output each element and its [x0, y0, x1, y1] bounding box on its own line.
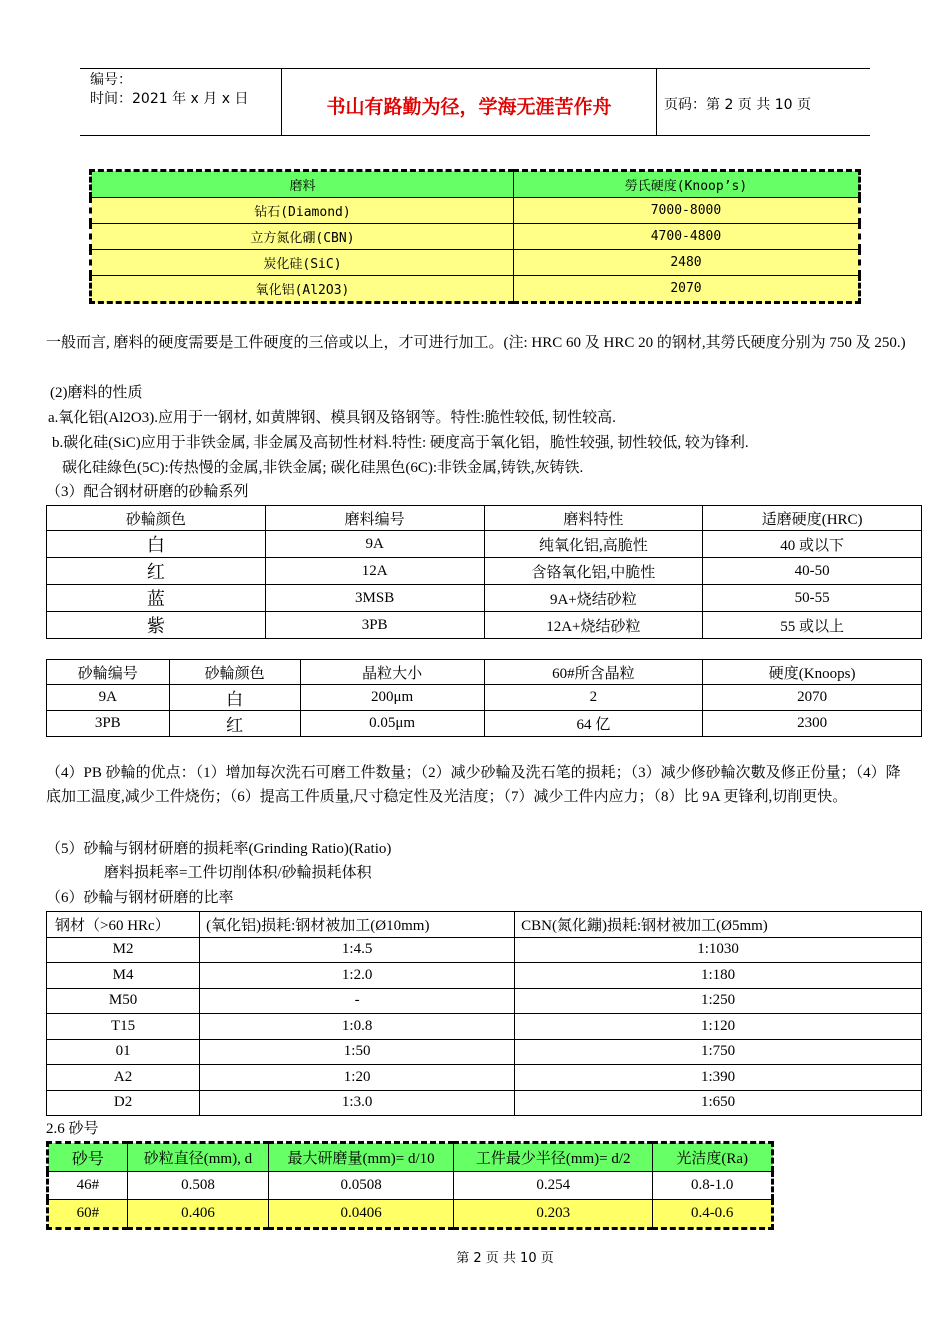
table-row	[47, 685, 922, 711]
section-heading: （6）砂輪与钢材研磨的比率	[46, 890, 234, 906]
table-header-cell: CBN(氮化鏰)损耗:钢材被加工(Ø5mm)	[515, 912, 922, 938]
table-cell: 40-50	[703, 558, 922, 585]
table-cell: 9A	[47, 685, 170, 711]
table-header-cell: 磨料编号	[265, 506, 484, 531]
table-header-row	[91, 171, 860, 198]
table-cell: 4700-4800	[513, 224, 859, 250]
table-row	[47, 612, 922, 639]
table-cell: 1:180	[515, 963, 922, 989]
table-cell: 1:120	[515, 1014, 922, 1040]
page-footer: 第 2 页 共 10 页	[456, 1251, 554, 1266]
table-cell: 0.0508	[269, 1172, 454, 1200]
table-row	[91, 276, 860, 303]
table-cell: 0.8-1.0	[653, 1172, 773, 1200]
table-cell: 1:650	[515, 1090, 922, 1116]
table-cell: 含铬氧化铝,中脆性	[484, 558, 703, 585]
table-cell: 2480	[513, 250, 859, 276]
table-cell: 1:1030	[515, 937, 922, 963]
table-cell: 0.508	[127, 1172, 268, 1200]
table-cell: 12A	[265, 558, 484, 585]
table-header-cell: 砂号	[48, 1143, 128, 1172]
formula-text: 磨料损耗率=工件切削体积/砂輪损耗体积	[104, 865, 372, 881]
table-cell: D2	[47, 1090, 200, 1116]
table-header-cell: 钢材（>60 HRc）	[47, 912, 200, 938]
table-cell: 01	[47, 1039, 200, 1065]
document-number: 编号：	[90, 72, 132, 88]
section-heading: (2)磨料的性质	[50, 385, 143, 401]
table-row	[48, 1200, 773, 1229]
table-cell: 7000-8000	[513, 198, 859, 224]
table-cell: -	[200, 988, 515, 1014]
grit-table	[46, 1141, 774, 1230]
table-cell: 白	[47, 531, 266, 558]
header-page-number: 页码：第 2 页 共 10 页	[664, 97, 811, 113]
table-cell: 55 或以上	[703, 612, 922, 639]
table-header-cell: 60#所含晶粒	[484, 660, 703, 685]
paragraph-hardness-note: 一般而言, 磨料的硬度需要是工件硬度的三倍或以上，才可进行加工。(注: HRC 60 及 HRC 20 的钢材,其勞氏硬度分别为 750 及 250.)	[46, 335, 906, 351]
table-cell: 1:0.8	[200, 1014, 515, 1040]
table-header-cell: 晶粒大小	[300, 660, 484, 685]
paragraph-pb-advantages: （4）PB 砂輪的优点：（1）增加每次洗石可磨工件数量；（2）减少砂輪及洗石笔的损耗；（3）减少修砂輪次數及修正份量；（4）降底加工温度,减少工件烧伤；（6）提高工件质量,尺寸稳定性及光洁度；（7）减少工件内应力；（8）比 9A 更锋利,切削更快。	[46, 765, 901, 805]
table-row	[47, 1014, 922, 1040]
table-cell: 0.406	[127, 1200, 268, 1229]
table-header-row	[47, 506, 922, 531]
table-cell: 蓝	[47, 585, 266, 612]
table-header-cell: 勞氏硬度(Knoop’s)	[513, 171, 859, 198]
table-header-row	[47, 660, 922, 685]
table-row	[47, 963, 922, 989]
table-header-cell: 硬度(Knoops)	[703, 660, 922, 685]
table-cell: M4	[47, 963, 200, 989]
table-cell: 1:2.0	[200, 963, 515, 989]
table-cell: 1:750	[515, 1039, 922, 1065]
table-cell: 60#	[48, 1200, 128, 1229]
table-cell: 炭化硅(SiC)	[91, 250, 514, 276]
table-row	[47, 711, 922, 737]
table-header-row	[48, 1143, 773, 1172]
table-cell: 1:20	[200, 1065, 515, 1091]
table-cell: 0.4-0.6	[653, 1200, 773, 1229]
table-header-cell: 砂輪编号	[47, 660, 170, 685]
table-cell: 紫	[47, 612, 266, 639]
table-header-cell: 砂輪颜色	[47, 506, 266, 531]
table-row	[47, 1090, 922, 1116]
header-motto: 书山有路勤为径，学海无涯苦作舟	[326, 96, 612, 118]
table-row	[47, 558, 922, 585]
table-row	[91, 250, 860, 276]
table-cell: 1:390	[515, 1065, 922, 1091]
table-header-cell: 砂粒直径(mm), d	[127, 1143, 268, 1172]
table-header-cell: 工件最少半径(mm)= d/2	[454, 1143, 653, 1172]
table-header-cell: 砂輪颜色	[169, 660, 300, 685]
table-cell: 64 亿	[484, 711, 703, 737]
table-cell: 纯氧化铝,高脆性	[484, 531, 703, 558]
table-cell: 0.203	[454, 1200, 653, 1229]
wheel-series-table	[46, 505, 922, 639]
table-cell: 9A+烧结砂粒	[484, 585, 703, 612]
table-cell: 40 或以下	[703, 531, 922, 558]
hardness-table	[89, 169, 861, 304]
section-heading: 2.6 砂号	[46, 1121, 99, 1137]
table-cell: 钻石(Diamond)	[91, 198, 514, 224]
table-cell: 1:4.5	[200, 937, 515, 963]
table-header-row	[47, 912, 922, 938]
header-divider	[656, 68, 657, 136]
table-row	[47, 988, 922, 1014]
paragraph: a.氧化铝(Al2O3).应用于一钢材, 如黄牌钢、模具钢及铬钢等。特性:脆性较低, 韧性较高.	[48, 410, 616, 426]
table-cell: 1:50	[200, 1039, 515, 1065]
header-top-rule	[80, 68, 870, 69]
table-cell: 0.254	[454, 1172, 653, 1200]
section-heading: （3）配合钢材研磨的砂輪系列	[46, 484, 249, 500]
table-header-cell: 最大研磨量(mm)= d/10	[269, 1143, 454, 1172]
section-heading: （5）砂輪与钢材研磨的损耗率(Grinding Ratio)(Ratio)	[46, 841, 392, 857]
table-cell: 46#	[48, 1172, 128, 1200]
table-row	[48, 1172, 773, 1200]
table-cell: A2	[47, 1065, 200, 1091]
table-cell: 3MSB	[265, 585, 484, 612]
table-cell: 12A+烧结砂粒	[484, 612, 703, 639]
table-cell: 0.05μm	[300, 711, 484, 737]
table-cell: M50	[47, 988, 200, 1014]
grain-table	[46, 659, 922, 737]
table-cell: 0.0406	[269, 1200, 454, 1229]
table-cell: 红	[169, 711, 300, 737]
table-header-cell: 适磨硬度(HRC)	[703, 506, 922, 531]
table-cell: 50-55	[703, 585, 922, 612]
table-cell: 白	[169, 685, 300, 711]
table-row	[47, 937, 922, 963]
header-bottom-rule	[80, 135, 870, 136]
table-row	[47, 585, 922, 612]
table-cell: M2	[47, 937, 200, 963]
table-cell: 9A	[265, 531, 484, 558]
table-header-cell: 磨料特性	[484, 506, 703, 531]
table-row	[91, 224, 860, 250]
header-meta	[90, 71, 248, 109]
table-row	[47, 1039, 922, 1065]
document-date: 时间：2021 年 x 月 x 日	[90, 91, 249, 107]
paragraph: b.碳化硅(SiC)应用于非铁金属, 非金属及高韧性材料.特性: 硬度高于氧化铝，脆性较强, 韧性较低, 较为锋利.	[52, 435, 749, 451]
table-header-cell: 光洁度(Ra)	[653, 1143, 773, 1172]
table-header-cell: 磨料	[91, 171, 514, 198]
table-cell: 1:3.0	[200, 1090, 515, 1116]
table-header-cell: (氧化铝)损耗:钢材被加工(Ø10mm)	[200, 912, 515, 938]
table-cell: 3PB	[265, 612, 484, 639]
table-cell: 红	[47, 558, 266, 585]
table-row	[47, 1065, 922, 1091]
table-cell: 2070	[513, 276, 859, 303]
table-row	[91, 198, 860, 224]
table-cell: 2	[484, 685, 703, 711]
table-cell: 2300	[703, 711, 922, 737]
table-cell: 氧化铝(Al2O3)	[91, 276, 514, 303]
grinding-ratio-table	[46, 911, 922, 1116]
table-cell: 3PB	[47, 711, 170, 737]
table-cell: 200μm	[300, 685, 484, 711]
table-cell: T15	[47, 1014, 200, 1040]
table-cell: 立方氮化硼(CBN)	[91, 224, 514, 250]
table-cell: 2070	[703, 685, 922, 711]
paragraph: 碳化硅綠色(5C):传热慢的金属,非铁金属; 碳化硅黑色(6C):非铁金属,铸铁,灰铸铁.	[62, 460, 584, 476]
table-row	[47, 531, 922, 558]
table-cell: 1:250	[515, 988, 922, 1014]
